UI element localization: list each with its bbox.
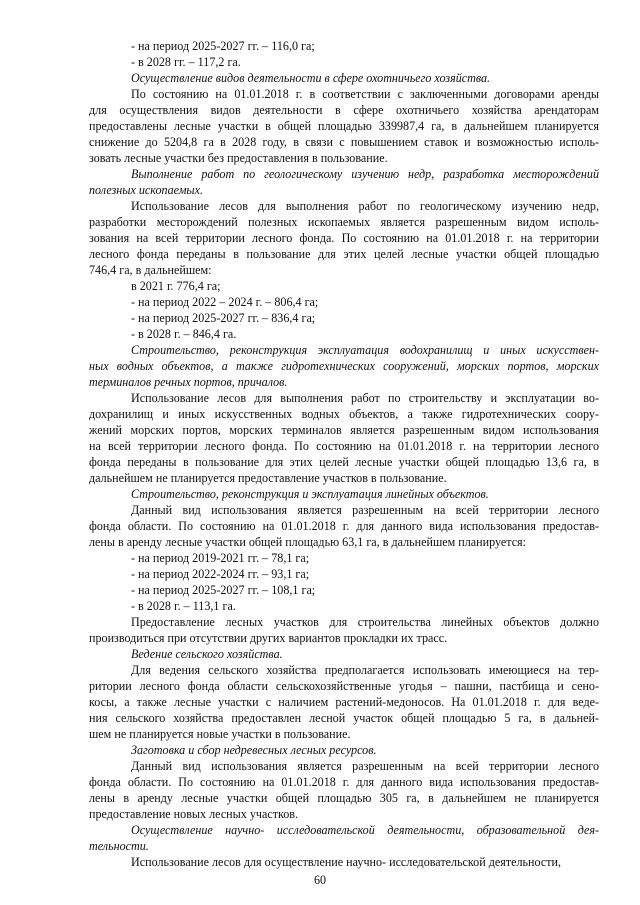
text-line: Данный вид использования является разрешенным на всей территории лесного	[131, 759, 599, 773]
section-heading: Строительство, реконструкция и эксплуатация линейных объектов.	[131, 487, 489, 501]
text-line: ритории лесного фонда области сельскохозяйственные угодья – пашни, пастбища и сено-	[89, 679, 599, 693]
section-heading: ных водных объектов, а также гидротехнических сооружений, морских портов, морских	[89, 359, 599, 373]
text-line: дохранилищ и иных искусственных водных объектов, а также гидротехнических соору-	[89, 407, 599, 421]
text-line: разработки месторождений полезных ископаемых является разрешенным видом исполь-	[89, 215, 599, 229]
text-line: ния сельского хозяйства предоставлен лесной участок общей площадью 5 га, в дальней-	[89, 711, 599, 725]
section-heading: Осуществление научно- исследовательской деятельности, образовательной дея-	[131, 823, 599, 837]
text-line: фонда области. По состоянию на 01.01.2018 г. для данного вида использования предостав-	[89, 519, 599, 533]
list-item: - на период 2025-2027 гг. – 836,4 га;	[131, 311, 316, 325]
text-line: фонда переданы в пользование для этих целей лесные участки общей площадью 13,6 га, в	[89, 455, 599, 469]
section-heading: Строительство, реконструкция эксплуатация водохранилищ и иных искусствен-	[131, 343, 599, 357]
text-line: Использование лесов для осуществление научно- исследовательской деятельности,	[131, 855, 561, 869]
section-heading: Выполнение работ по геологическому изучению недр, разработка месторождений	[131, 167, 599, 181]
text-line: лесного фонда переданы в пользование для этих целей лесные участки общей площадью	[89, 247, 599, 261]
text-line: Для ведения сельского хозяйства предполагается использовать имеющиеся на тер-	[131, 663, 599, 677]
text-line: зования на всей территории лесного фонда. По состоянию на 01.01.2018 г. на территории	[89, 231, 599, 245]
text-line: Предоставление лесных участков для строительства линейных объектов должно	[131, 615, 599, 629]
text-line: Данный вид использования является разрешенным на всей территории лесного	[131, 503, 599, 517]
text-line: производиться при отсутствии других вариантов прокладки их трасс.	[89, 631, 448, 645]
section-heading: Заготовка и сбор недревесных лесных ресурсов.	[131, 743, 377, 757]
list-item: - на период 2022-2024 гг. – 93,1 га;	[131, 567, 310, 581]
text-line: косы, а также лесные участки с наличием растений-медоносов. На 01.01.2018 г. для веде-	[89, 695, 599, 709]
list-item: в 2021 г. 776,4 га;	[131, 279, 221, 293]
list-item: - на период 2025-2027 гг. – 108,1 га;	[131, 583, 316, 597]
text-line: Использование лесов для выполнения работ по строительству и эксплуатации во-	[131, 391, 599, 405]
list-item: - на период 2019-2021 гг. – 78,1 га;	[131, 551, 310, 565]
text-line: лены в аренду лесные участки общей площадью 305 га, в дальнейшем не планируется	[89, 791, 599, 805]
text-line: для осуществления видов деятельности в сфере охотничьего хозяйства арендаторам	[89, 103, 599, 117]
section-heading: тельности.	[89, 839, 149, 853]
text-line: снижение до 5204,8 га в 2028 году, в связи с повышением ставок и возможностью исполь-	[89, 135, 599, 149]
text-line: жений морских портов, морских терминалов является разрешенным видом использования	[89, 423, 599, 437]
list-item: - на период 2022 – 2024 г. – 806,4 га;	[131, 295, 319, 309]
text-line: лены в аренду лесные участки общей площадью 63,1 га, в дальнейшем планируется:	[89, 535, 526, 549]
text-line: предоставлены лесные участки в общей площадью 339987,4 га, в дальнейшем планируется	[89, 119, 599, 133]
text-line: По состоянию на 01.01.2018 г. в соответствии с заключенными договорами аренды	[131, 87, 599, 101]
text-line: 746,4 га, в дальнейшем:	[89, 263, 212, 277]
section-heading: терминалов речных портов, причалов.	[89, 375, 288, 389]
text-line: дальнейшем не планируется предоставление участков в пользование.	[89, 471, 447, 485]
text-line: Использование лесов для выполнения работ по геологическому изучению недр,	[131, 199, 599, 213]
page-number: 60	[313, 873, 327, 887]
text-line: шем не планируется новые участки в пользование.	[89, 727, 351, 741]
text-line: - на период 2025-2027 гг. – 116,0 га;	[131, 39, 315, 53]
text-line: предоставление новых лесных участков.	[89, 807, 299, 821]
section-heading: полезных ископаемых.	[89, 183, 203, 197]
list-item: - в 2028 г. – 113,1 га.	[131, 599, 236, 613]
text-line: фонда области. По состоянию на 01.01.2018 г. для данного вида использования предостав-	[89, 775, 599, 789]
section-heading: Осуществление видов деятельности в сфере охотничьего хозяйства.	[131, 71, 491, 85]
section-heading: Ведение сельского хозяйства.	[131, 647, 283, 661]
text-line: - в 2028 гг. – 117,2 га.	[131, 55, 241, 69]
text-line: зовать лесные участки без предоставления в пользование.	[89, 151, 388, 165]
text-line: на всей территории лесного фонда. По состоянию на 01.01.2018 г. на территории лесного	[89, 439, 599, 453]
list-item: - в 2028 г. – 846,4 га.	[131, 327, 237, 341]
